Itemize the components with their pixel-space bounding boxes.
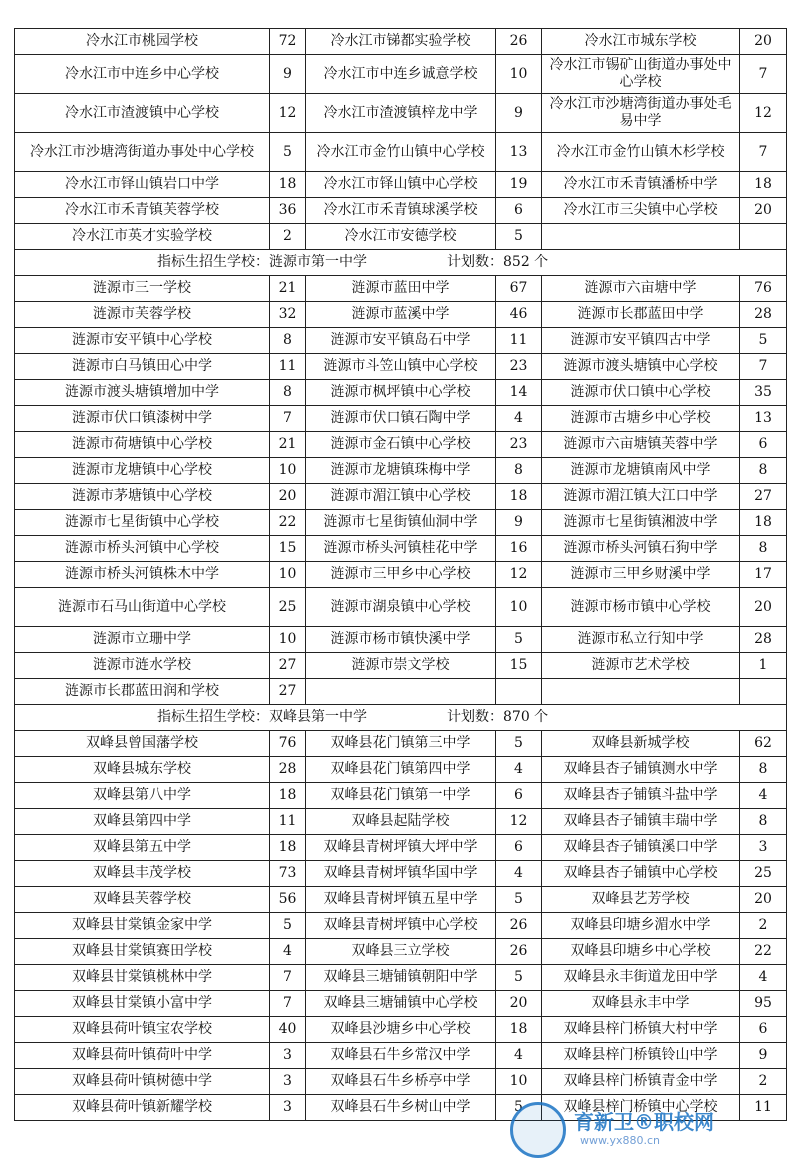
school-name-cell: 双峰县石牛乡桥亭中学 — [306, 1069, 496, 1095]
school-name-cell: 涟源市六亩塘中学 — [542, 276, 740, 302]
quota-cell: 10 — [496, 55, 542, 94]
school-name-cell: 涟源市龙塘镇中心学校 — [15, 458, 270, 484]
school-name-cell: 冷水江市禾青镇芙蓉学校 — [15, 198, 270, 224]
quota-cell: 20 — [740, 198, 787, 224]
table-row — [15, 302, 787, 328]
quota-cell: 76 — [740, 276, 787, 302]
school-name-cell: 涟源市斗笠山镇中心学校 — [306, 354, 496, 380]
school-name-cell: 涟源市立珊中学 — [15, 627, 270, 653]
table-row — [15, 94, 787, 133]
table-row — [15, 354, 787, 380]
school-name-cell: 双峰县荷叶镇荷叶中学 — [15, 1043, 270, 1069]
school-name-cell — [542, 679, 740, 705]
quota-cell: 7 — [740, 55, 787, 94]
school-name-cell: 冷水江市英才实验学校 — [15, 224, 270, 250]
quota-cell: 32 — [270, 302, 306, 328]
quota-cell: 10 — [270, 627, 306, 653]
table-row — [15, 731, 787, 757]
table-row — [15, 991, 787, 1017]
quota-cell: 5 — [270, 133, 306, 172]
quota-cell: 10 — [270, 562, 306, 588]
table-row — [15, 653, 787, 679]
watermark-brand: 育新卫®职校网 — [574, 1110, 714, 1134]
school-name-cell: 冷水江市安德学校 — [306, 224, 496, 250]
quota-cell: 4 — [496, 406, 542, 432]
school-name-cell: 双峰县杏子铺镇斗盐中学 — [542, 783, 740, 809]
quota-cell: 18 — [740, 510, 787, 536]
quota-cell: 3 — [740, 835, 787, 861]
school-name-cell: 涟源市七星街镇仙洞中学 — [306, 510, 496, 536]
quota-cell: 18 — [270, 835, 306, 861]
school-name-cell: 冷水江市渣渡镇梓龙中学 — [306, 94, 496, 133]
quota-cell: 18 — [496, 484, 542, 510]
quota-cell: 5 — [496, 224, 542, 250]
school-name-cell: 涟源市六亩塘镇芙蓉中学 — [542, 432, 740, 458]
quota-cell: 23 — [496, 432, 542, 458]
table-row — [15, 510, 787, 536]
school-name-cell: 涟源市桥头河镇中心学校 — [15, 536, 270, 562]
school-name-cell: 双峰县梓门桥镇铃山中学 — [542, 1043, 740, 1069]
quota-cell: 2 — [270, 224, 306, 250]
table-row — [15, 939, 787, 965]
school-name-cell: 冷水江市中连乡中心学校 — [15, 55, 270, 94]
quota-cell: 28 — [740, 627, 787, 653]
quota-cell: 6 — [496, 835, 542, 861]
quota-cell: 4 — [496, 757, 542, 783]
school-name-cell: 双峰县第八中学 — [15, 783, 270, 809]
school-name-cell: 涟源市崇文学校 — [306, 653, 496, 679]
section-school-label: 指标生招生学校：涟源市第一中学 — [157, 254, 367, 270]
quota-cell: 62 — [740, 731, 787, 757]
quota-cell: 12 — [496, 562, 542, 588]
school-name-cell: 涟源市茅塘镇中心学校 — [15, 484, 270, 510]
table-row — [15, 1069, 787, 1095]
quota-cell: 7 — [270, 991, 306, 1017]
quota-cell: 76 — [270, 731, 306, 757]
school-name-cell: 涟源市龙塘镇南风中学 — [542, 458, 740, 484]
table-row — [15, 224, 787, 250]
quota-cell: 27 — [270, 679, 306, 705]
quota-cell: 26 — [496, 939, 542, 965]
school-name-cell: 双峰县起陆学校 — [306, 809, 496, 835]
table-row — [15, 588, 787, 627]
school-name-cell: 涟源市湄江镇中心学校 — [306, 484, 496, 510]
section-plan-count: 计划数：852 个 — [447, 254, 549, 270]
school-name-cell: 双峰县甘棠镇桃林中学 — [15, 965, 270, 991]
quota-cell: 27 — [270, 653, 306, 679]
school-name-cell: 冷水江市沙塘湾街道办事处毛易中学 — [542, 94, 740, 133]
section-plan-count: 计划数：870 个 — [447, 709, 549, 725]
quota-cell: 5 — [740, 328, 787, 354]
quota-cell: 5 — [496, 1095, 542, 1121]
quota-cell: 28 — [740, 302, 787, 328]
school-name-cell: 双峰县花门镇第三中学 — [306, 731, 496, 757]
school-name-cell: 涟源市龙塘镇珠梅中学 — [306, 458, 496, 484]
section-header-row — [15, 705, 787, 731]
quota-cell: 2 — [740, 1069, 787, 1095]
quota-cell: 25 — [740, 861, 787, 887]
school-name-cell: 冷水江市三尖镇中心学校 — [542, 198, 740, 224]
school-name-cell: 涟源市安平镇岛石中学 — [306, 328, 496, 354]
school-name-cell: 冷水江市金竹山镇中心学校 — [306, 133, 496, 172]
quota-cell: 4 — [496, 861, 542, 887]
quota-cell: 13 — [740, 406, 787, 432]
quota-cell: 11 — [496, 328, 542, 354]
table-row — [15, 861, 787, 887]
school-name-cell: 双峰县艺芳学校 — [542, 887, 740, 913]
quota-cell: 27 — [740, 484, 787, 510]
school-name-cell: 涟源市蓝溪中学 — [306, 302, 496, 328]
table-row — [15, 627, 787, 653]
quota-cell: 14 — [496, 380, 542, 406]
table-row — [15, 835, 787, 861]
school-name-cell: 双峰县第四中学 — [15, 809, 270, 835]
quota-cell: 6 — [740, 432, 787, 458]
quota-cell: 12 — [270, 94, 306, 133]
quota-cell: 5 — [496, 965, 542, 991]
school-name-cell: 双峰县甘棠镇金家中学 — [15, 913, 270, 939]
quota-cell: 20 — [740, 887, 787, 913]
school-name-cell: 涟源市渡头塘镇中心学校 — [542, 354, 740, 380]
school-name-cell: 冷水江市锡矿山街道办事处中心学校 — [542, 55, 740, 94]
quota-cell: 72 — [270, 29, 306, 55]
quota-cell: 40 — [270, 1017, 306, 1043]
table-row — [15, 133, 787, 172]
quota-cell: 7 — [740, 133, 787, 172]
school-name-cell: 涟源市芙蓉学校 — [15, 302, 270, 328]
quota-cell: 10 — [496, 1069, 542, 1095]
school-name-cell: 冷水江市渣渡镇中心学校 — [15, 94, 270, 133]
quota-cell: 46 — [496, 302, 542, 328]
table-row — [15, 55, 787, 94]
quota-cell: 3 — [270, 1043, 306, 1069]
school-name-cell: 涟源市伏口镇石陶中学 — [306, 406, 496, 432]
school-name-cell: 涟源市桥头河镇株木中学 — [15, 562, 270, 588]
school-name-cell: 冷水江市桃园学校 — [15, 29, 270, 55]
table-row — [15, 380, 787, 406]
school-name-cell: 双峰县梓门桥镇中心学校 — [542, 1095, 740, 1121]
school-name-cell: 涟源市长郡蓝田中学 — [542, 302, 740, 328]
school-name-cell: 双峰县新城学校 — [542, 731, 740, 757]
quota-cell: 4 — [740, 783, 787, 809]
school-name-cell: 双峰县荷叶镇新耀学校 — [15, 1095, 270, 1121]
quota-cell: 5 — [496, 627, 542, 653]
school-name-cell: 双峰县荷叶镇树德中学 — [15, 1069, 270, 1095]
school-name-cell: 双峰县城东学校 — [15, 757, 270, 783]
table-row — [15, 198, 787, 224]
quota-cell: 26 — [496, 29, 542, 55]
school-name-cell: 双峰县曾国藩学校 — [15, 731, 270, 757]
school-name-cell — [306, 679, 496, 705]
school-name-cell: 双峰县青树坪镇中心学校 — [306, 913, 496, 939]
watermark-emblem-icon — [510, 1102, 566, 1158]
quota-cell: 12 — [496, 809, 542, 835]
quota-cell: 18 — [270, 172, 306, 198]
quota-cell: 7 — [270, 406, 306, 432]
quota-cell: 8 — [270, 380, 306, 406]
table-row — [15, 328, 787, 354]
table-row — [15, 757, 787, 783]
quota-cell: 4 — [740, 965, 787, 991]
quota-cell: 15 — [496, 653, 542, 679]
quota-cell: 18 — [496, 1017, 542, 1043]
school-name-cell: 涟源市杨市镇快溪中学 — [306, 627, 496, 653]
school-name-cell: 涟源市私立行知中学 — [542, 627, 740, 653]
table-row — [15, 172, 787, 198]
quota-cell: 5 — [270, 913, 306, 939]
quota-cell: 23 — [496, 354, 542, 380]
school-name-cell: 冷水江市城东学校 — [542, 29, 740, 55]
quota-cell: 9 — [496, 510, 542, 536]
table-row — [15, 1017, 787, 1043]
school-name-cell: 双峰县梓门桥镇青金中学 — [542, 1069, 740, 1095]
section-school-label: 指标生招生学校：双峰县第一中学 — [157, 709, 367, 725]
quota-cell: 20 — [740, 588, 787, 627]
school-name-cell: 涟源市安平镇四古中学 — [542, 328, 740, 354]
quota-cell: 18 — [270, 783, 306, 809]
school-name-cell: 双峰县花门镇第四中学 — [306, 757, 496, 783]
school-name-cell: 冷水江市禾青镇球溪学校 — [306, 198, 496, 224]
watermark-logo — [510, 1100, 770, 1160]
table-row — [15, 562, 787, 588]
school-name-cell: 涟源市艺术学校 — [542, 653, 740, 679]
quota-cell: 8 — [270, 328, 306, 354]
quota-cell: 6 — [496, 198, 542, 224]
quota-cell: 10 — [496, 588, 542, 627]
quota-cell: 7 — [740, 354, 787, 380]
school-name-cell: 双峰县三塘铺镇中心学校 — [306, 991, 496, 1017]
quota-cell: 1 — [740, 653, 787, 679]
quota-cell: 4 — [270, 939, 306, 965]
table-row — [15, 276, 787, 302]
school-name-cell: 涟源市伏口镇漆树中学 — [15, 406, 270, 432]
school-name-cell: 冷水江市铎山镇岩口中学 — [15, 172, 270, 198]
school-name-cell: 双峰县丰茂学校 — [15, 861, 270, 887]
quota-cell: 11 — [270, 354, 306, 380]
quota-cell: 18 — [740, 172, 787, 198]
school-name-cell: 双峰县芙蓉学校 — [15, 887, 270, 913]
school-name-cell: 涟源市湄江镇大江口中学 — [542, 484, 740, 510]
quota-cell: 8 — [740, 458, 787, 484]
quota-cell: 2 — [740, 913, 787, 939]
school-name-cell: 冷水江市锑都实验学校 — [306, 29, 496, 55]
school-name-cell: 冷水江市沙塘湾街道办事处中心学校 — [15, 133, 270, 172]
table-row — [15, 965, 787, 991]
table-row — [15, 1043, 787, 1069]
school-name-cell: 涟源市白马镇田心中学 — [15, 354, 270, 380]
table-row — [15, 783, 787, 809]
quota-cell: 5 — [496, 731, 542, 757]
quota-cell: 15 — [270, 536, 306, 562]
school-name-cell: 双峰县第五中学 — [15, 835, 270, 861]
school-name-cell: 涟源市石马山街道中心学校 — [15, 588, 270, 627]
school-name-cell: 双峰县青树坪镇大坪中学 — [306, 835, 496, 861]
school-name-cell: 双峰县荷叶镇宝农学校 — [15, 1017, 270, 1043]
quota-cell: 5 — [496, 887, 542, 913]
quota-cell — [496, 679, 542, 705]
quota-cell: 3 — [270, 1095, 306, 1121]
quota-cell: 6 — [740, 1017, 787, 1043]
school-name-cell: 涟源市古塘乡中心学校 — [542, 406, 740, 432]
table-row — [15, 29, 787, 55]
school-name-cell: 涟源市杨市镇中心学校 — [542, 588, 740, 627]
section-header — [15, 250, 787, 276]
school-name-cell: 涟源市长郡蓝田润和学校 — [15, 679, 270, 705]
quota-cell: 4 — [496, 1043, 542, 1069]
school-name-cell: 涟源市伏口镇中心学校 — [542, 380, 740, 406]
school-name-cell: 双峰县甘棠镇赛田学校 — [15, 939, 270, 965]
table-row — [15, 458, 787, 484]
quota-cell: 35 — [740, 380, 787, 406]
quota-cell: 20 — [740, 29, 787, 55]
school-name-cell: 冷水江市中连乡诚意学校 — [306, 55, 496, 94]
school-name-cell: 涟源市涟水学校 — [15, 653, 270, 679]
quota-cell: 17 — [740, 562, 787, 588]
school-name-cell: 涟源市三一学校 — [15, 276, 270, 302]
school-name-cell: 涟源市桥头河镇石狗中学 — [542, 536, 740, 562]
section-header — [15, 705, 787, 731]
quota-cell: 16 — [496, 536, 542, 562]
watermark-url: www.yx880.cn — [580, 1134, 661, 1147]
school-name-cell: 双峰县青树坪镇华国中学 — [306, 861, 496, 887]
quota-cell: 22 — [740, 939, 787, 965]
school-name-cell — [542, 224, 740, 250]
school-name-cell: 双峰县杏子铺镇溪口中学 — [542, 835, 740, 861]
table-row — [15, 679, 787, 705]
school-name-cell: 涟源市渡头塘镇增加中学 — [15, 380, 270, 406]
school-name-cell: 双峰县印塘乡湄水中学 — [542, 913, 740, 939]
school-name-cell: 双峰县印塘乡中心学校 — [542, 939, 740, 965]
quota-cell: 36 — [270, 198, 306, 224]
school-name-cell: 涟源市蓝田中学 — [306, 276, 496, 302]
school-quota-sheet — [14, 28, 786, 1121]
school-name-cell: 双峰县甘棠镇小富中学 — [15, 991, 270, 1017]
school-name-cell: 涟源市桥头河镇桂花中学 — [306, 536, 496, 562]
quota-table — [14, 28, 787, 1121]
school-name-cell: 冷水江市禾青镇潘桥中学 — [542, 172, 740, 198]
quota-cell: 8 — [740, 809, 787, 835]
school-name-cell: 双峰县石牛乡树山中学 — [306, 1095, 496, 1121]
quota-cell: 8 — [496, 458, 542, 484]
school-name-cell: 双峰县永丰中学 — [542, 991, 740, 1017]
school-name-cell: 涟源市荷塘镇中心学校 — [15, 432, 270, 458]
quota-cell: 3 — [270, 1069, 306, 1095]
quota-cell — [740, 679, 787, 705]
school-name-cell: 涟源市七星街镇中心学校 — [15, 510, 270, 536]
school-name-cell: 双峰县青树坪镇五星中学 — [306, 887, 496, 913]
quota-cell: 95 — [740, 991, 787, 1017]
school-name-cell: 双峰县永丰街道龙田中学 — [542, 965, 740, 991]
quota-cell: 8 — [740, 757, 787, 783]
school-name-cell: 冷水江市铎山镇中心学校 — [306, 172, 496, 198]
quota-cell: 20 — [270, 484, 306, 510]
quota-cell: 26 — [496, 913, 542, 939]
quota-cell: 9 — [496, 94, 542, 133]
school-name-cell: 双峰县梓门桥镇大村中学 — [542, 1017, 740, 1043]
quota-cell: 67 — [496, 276, 542, 302]
quota-cell: 9 — [270, 55, 306, 94]
quota-cell — [740, 224, 787, 250]
quota-cell: 12 — [740, 94, 787, 133]
school-name-cell: 涟源市湖泉镇中心学校 — [306, 588, 496, 627]
table-row — [15, 484, 787, 510]
school-name-cell: 涟源市安平镇中心学校 — [15, 328, 270, 354]
quota-cell: 73 — [270, 861, 306, 887]
school-name-cell: 双峰县杏子铺镇中心学校 — [542, 861, 740, 887]
quota-cell: 56 — [270, 887, 306, 913]
school-name-cell: 双峰县杏子铺镇测水中学 — [542, 757, 740, 783]
table-row — [15, 887, 787, 913]
quota-cell: 9 — [740, 1043, 787, 1069]
school-name-cell: 双峰县石牛乡常汉中学 — [306, 1043, 496, 1069]
quota-cell: 8 — [740, 536, 787, 562]
school-name-cell: 涟源市三甲乡中心学校 — [306, 562, 496, 588]
quota-cell: 25 — [270, 588, 306, 627]
quota-cell: 19 — [496, 172, 542, 198]
school-name-cell: 涟源市金石镇中心学校 — [306, 432, 496, 458]
section-header-row — [15, 250, 787, 276]
quota-cell: 11 — [740, 1095, 787, 1121]
table-row — [15, 913, 787, 939]
quota-cell: 10 — [270, 458, 306, 484]
table-row — [15, 536, 787, 562]
quota-cell: 20 — [496, 991, 542, 1017]
school-name-cell: 双峰县花门镇第一中学 — [306, 783, 496, 809]
quota-cell: 13 — [496, 133, 542, 172]
school-name-cell: 冷水江市金竹山镇木杉学校 — [542, 133, 740, 172]
table-row — [15, 432, 787, 458]
quota-cell: 7 — [270, 965, 306, 991]
quota-cell: 21 — [270, 432, 306, 458]
school-name-cell: 双峰县沙塘乡中心学校 — [306, 1017, 496, 1043]
school-name-cell: 双峰县三立学校 — [306, 939, 496, 965]
quota-cell: 22 — [270, 510, 306, 536]
school-name-cell: 涟源市七星街镇湘波中学 — [542, 510, 740, 536]
quota-cell: 28 — [270, 757, 306, 783]
school-name-cell: 双峰县三塘铺镇朝阳中学 — [306, 965, 496, 991]
school-name-cell: 涟源市三甲乡财溪中学 — [542, 562, 740, 588]
quota-cell: 11 — [270, 809, 306, 835]
quota-cell: 6 — [496, 783, 542, 809]
school-name-cell: 双峰县杏子铺镇丰瑞中学 — [542, 809, 740, 835]
school-name-cell: 涟源市枫坪镇中心学校 — [306, 380, 496, 406]
table-row — [15, 406, 787, 432]
quota-cell: 21 — [270, 276, 306, 302]
table-row — [15, 809, 787, 835]
